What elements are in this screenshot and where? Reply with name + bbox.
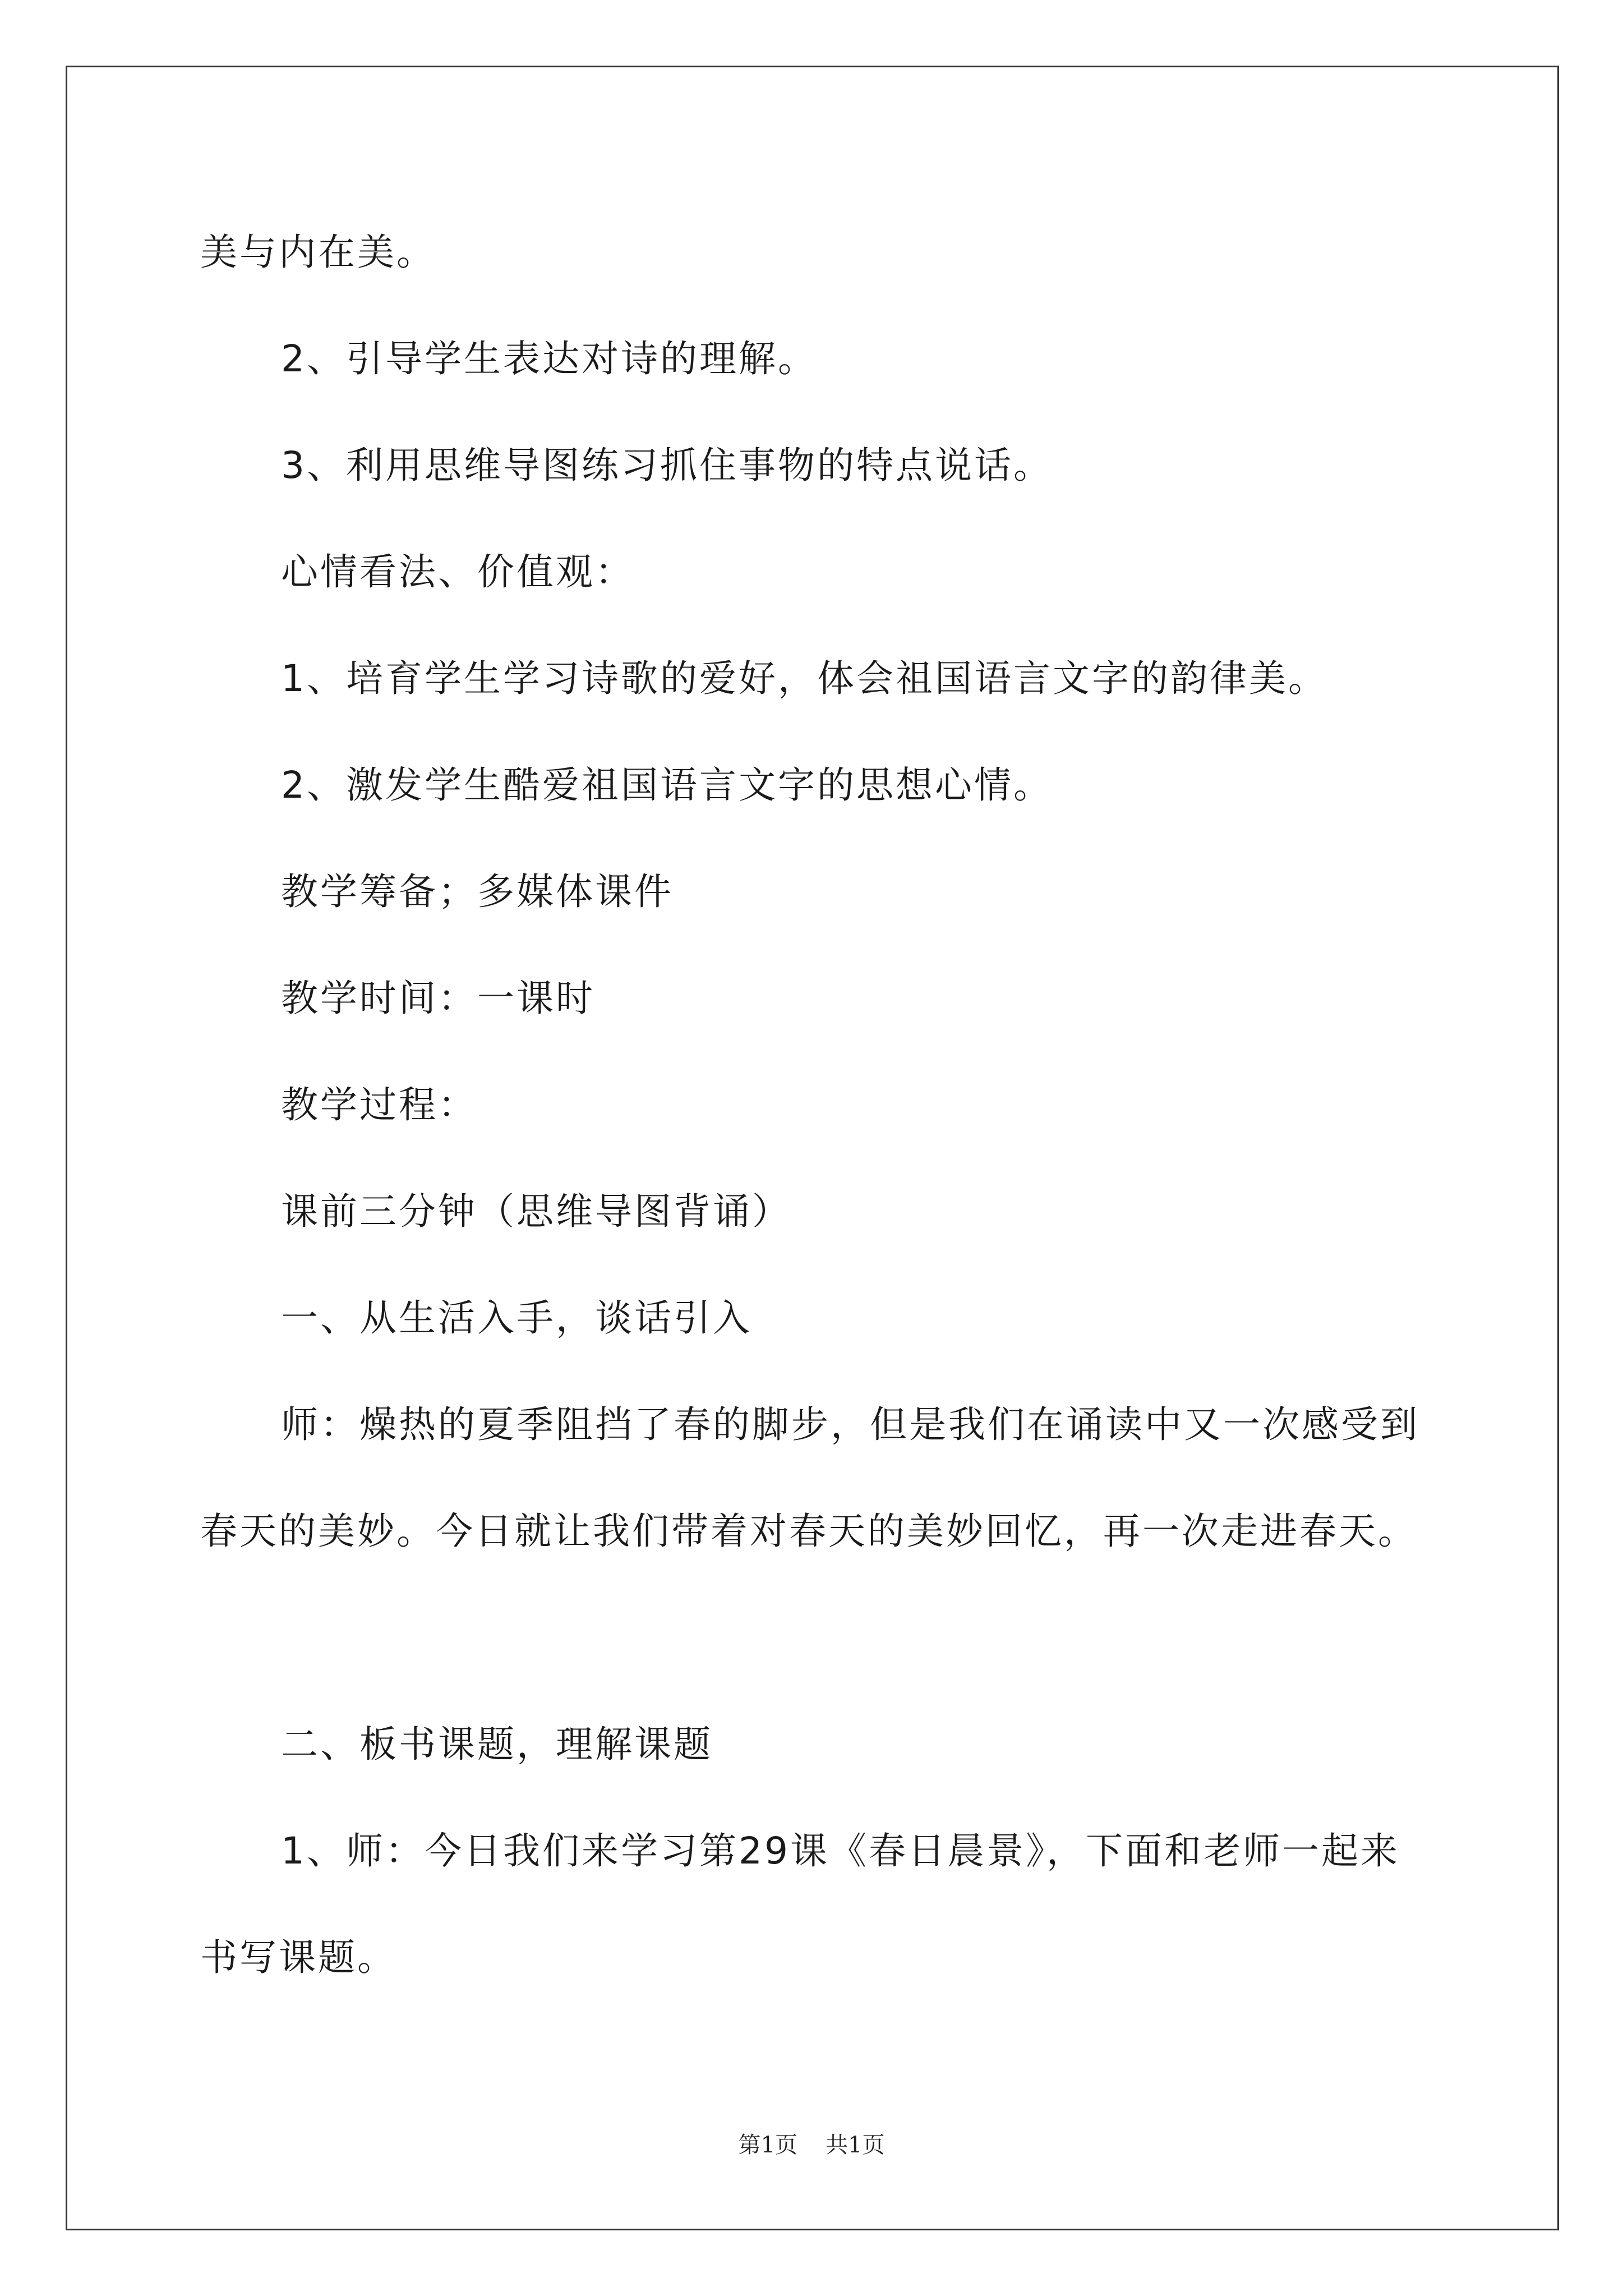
paragraph-objective-2: 2、引导学生表达对诗的理解。 bbox=[281, 337, 817, 380]
page-number-total: 共1页 bbox=[826, 2132, 885, 2158]
paragraph-process-heading: 教学过程： bbox=[281, 1083, 477, 1126]
paragraph-teacher-intro: 师：燥热的夏季阻挡了春的脚步，但是我们在诵读中又一次感受到春天的美妙。今日就让我们带着对春天的美妙回忆，再一次走进春天。 bbox=[200, 1403, 1419, 1553]
paragraph-attitude-2: 2、激发学生酷爱祖国语言文字的思想心情。 bbox=[281, 763, 1053, 807]
page-number-current: 第1页 bbox=[738, 2132, 797, 2158]
paragraph-continuation: 美与内在美。 bbox=[200, 231, 436, 274]
paragraph-time: 教学时间：一课时 bbox=[281, 977, 595, 1020]
paragraph-warmup: 课前三分钟（思维导图背诵） bbox=[281, 1190, 791, 1233]
paragraph-preparation: 教学筹备；多媒体课件 bbox=[281, 870, 674, 913]
paragraph-title-writing: 1、师：今日我们来学习第29课《春日晨景》，下面和老师一起来书写课题。 bbox=[200, 1829, 1400, 1979]
paragraph-attitude-heading: 心情看法、价值观： bbox=[281, 550, 634, 593]
paragraph-section-2: 二、板书课题，理解课题 bbox=[281, 1723, 713, 1766]
paragraph-objective-3: 3、利用思维导图练习抓住事物的特点说话。 bbox=[281, 444, 1053, 487]
page-footer bbox=[0, 2127, 1623, 2159]
paragraph-section-1: 一、从生活入手，谈话引入 bbox=[281, 1296, 752, 1340]
paragraph-attitude-1: 1、培育学生学习诗歌的爱好，体会祖国语言文字的韵律美。 bbox=[281, 657, 1327, 700]
